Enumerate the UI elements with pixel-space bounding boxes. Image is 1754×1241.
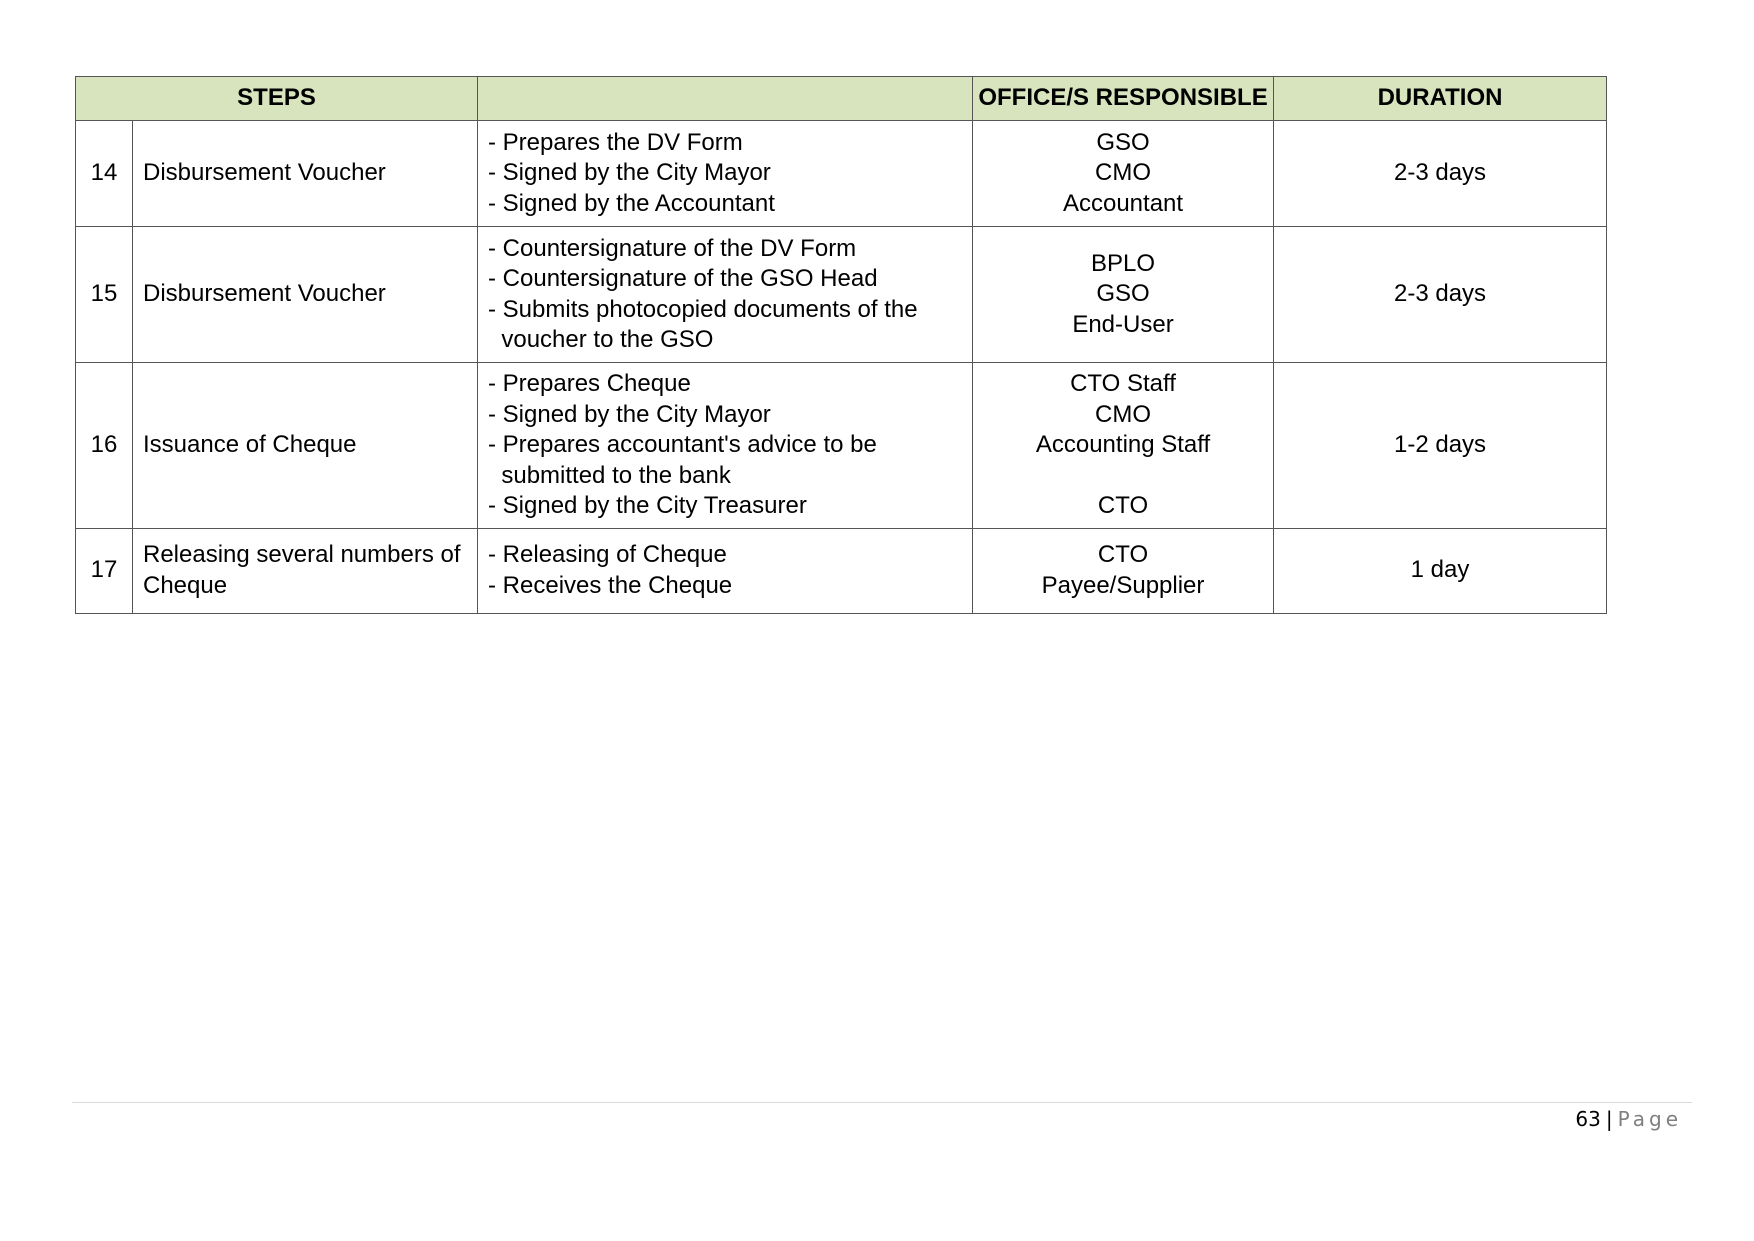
- action-item: - Receives the Cheque: [488, 571, 733, 599]
- step-actions: [478, 363, 973, 529]
- step-actions: [478, 227, 973, 363]
- header-office-responsible: OFFICE/S RESPONSIBLE: [973, 77, 1274, 121]
- step-name: Issuance of Cheque: [133, 363, 478, 529]
- header-steps: STEPS: [76, 77, 478, 121]
- step-number: 14: [76, 121, 133, 227]
- office-item: CTO: [1097, 541, 1149, 568]
- step-actions: [478, 121, 973, 227]
- action-item: - Prepares Cheque: [488, 370, 691, 397]
- action-item: voucher to the GSO: [488, 326, 714, 353]
- step-name: Disbursement Voucher: [133, 121, 478, 227]
- offices-responsible: [973, 363, 1274, 529]
- table-row: [76, 121, 1607, 227]
- action-item: - Countersignature of the DV Form: [488, 234, 857, 262]
- office-item: CMO: [1095, 400, 1152, 428]
- footer-separator: |: [1605, 1107, 1613, 1131]
- table-header-row: [76, 77, 1607, 121]
- action-item: - Releasing of Cheque: [488, 541, 727, 568]
- offices-responsible: [973, 528, 1274, 613]
- offices-responsible: [973, 121, 1274, 227]
- header-actions: [478, 77, 973, 121]
- office-item: [983, 461, 1263, 492]
- action-item: - Signed by the City Mayor: [488, 400, 771, 428]
- office-item: CTO Staff: [1070, 370, 1176, 397]
- step-number: 17: [76, 528, 133, 613]
- action-item: - Signed by the Accountant: [488, 189, 775, 217]
- step-duration: 1 day: [1274, 528, 1607, 613]
- action-item: - Countersignature of the GSO Head: [488, 265, 878, 292]
- action-item: - Signed by the City Treasurer: [488, 492, 807, 519]
- offices-responsible: [973, 227, 1274, 363]
- table-row: [76, 528, 1607, 613]
- page-footer: [1575, 1106, 1682, 1132]
- step-name: Disbursement Voucher: [133, 227, 478, 363]
- page-number: 63: [1575, 1107, 1601, 1131]
- office-item: GSO: [1096, 280, 1150, 308]
- action-item: - Prepares accountant's advice to be: [488, 431, 877, 458]
- step-name: Releasing several numbers of Cheque: [133, 528, 478, 613]
- office-item: GSO: [1096, 128, 1150, 156]
- action-item: submitted to the bank: [488, 461, 731, 489]
- office-item: Payee/Supplier: [1041, 571, 1205, 599]
- header-duration: DURATION: [1274, 77, 1607, 121]
- office-item: CMO: [1095, 159, 1152, 187]
- office-item: Accountant: [1062, 189, 1184, 217]
- step-actions: [478, 528, 973, 613]
- step-duration: 2-3 days: [1274, 227, 1607, 363]
- step-duration: 1-2 days: [1274, 363, 1607, 529]
- office-item: Accounting Staff: [1035, 431, 1211, 458]
- office-item: BPLO: [1091, 249, 1156, 277]
- step-duration: 2-3 days: [1274, 121, 1607, 227]
- office-item: End-User: [1072, 310, 1174, 338]
- table-row: [76, 227, 1607, 363]
- table-row: [76, 363, 1607, 529]
- step-number: 16: [76, 363, 133, 529]
- action-item: - Submits photocopied documents of the: [488, 295, 918, 323]
- office-item: CTO: [1097, 492, 1149, 519]
- action-item: - Signed by the City Mayor: [488, 159, 771, 187]
- page-label: Page: [1617, 1107, 1682, 1131]
- footer-divider: [72, 1102, 1692, 1103]
- table-body: [76, 121, 1607, 614]
- step-number: 15: [76, 227, 133, 363]
- procedure-steps-table: [75, 76, 1607, 614]
- action-item: - Prepares the DV Form: [488, 128, 743, 156]
